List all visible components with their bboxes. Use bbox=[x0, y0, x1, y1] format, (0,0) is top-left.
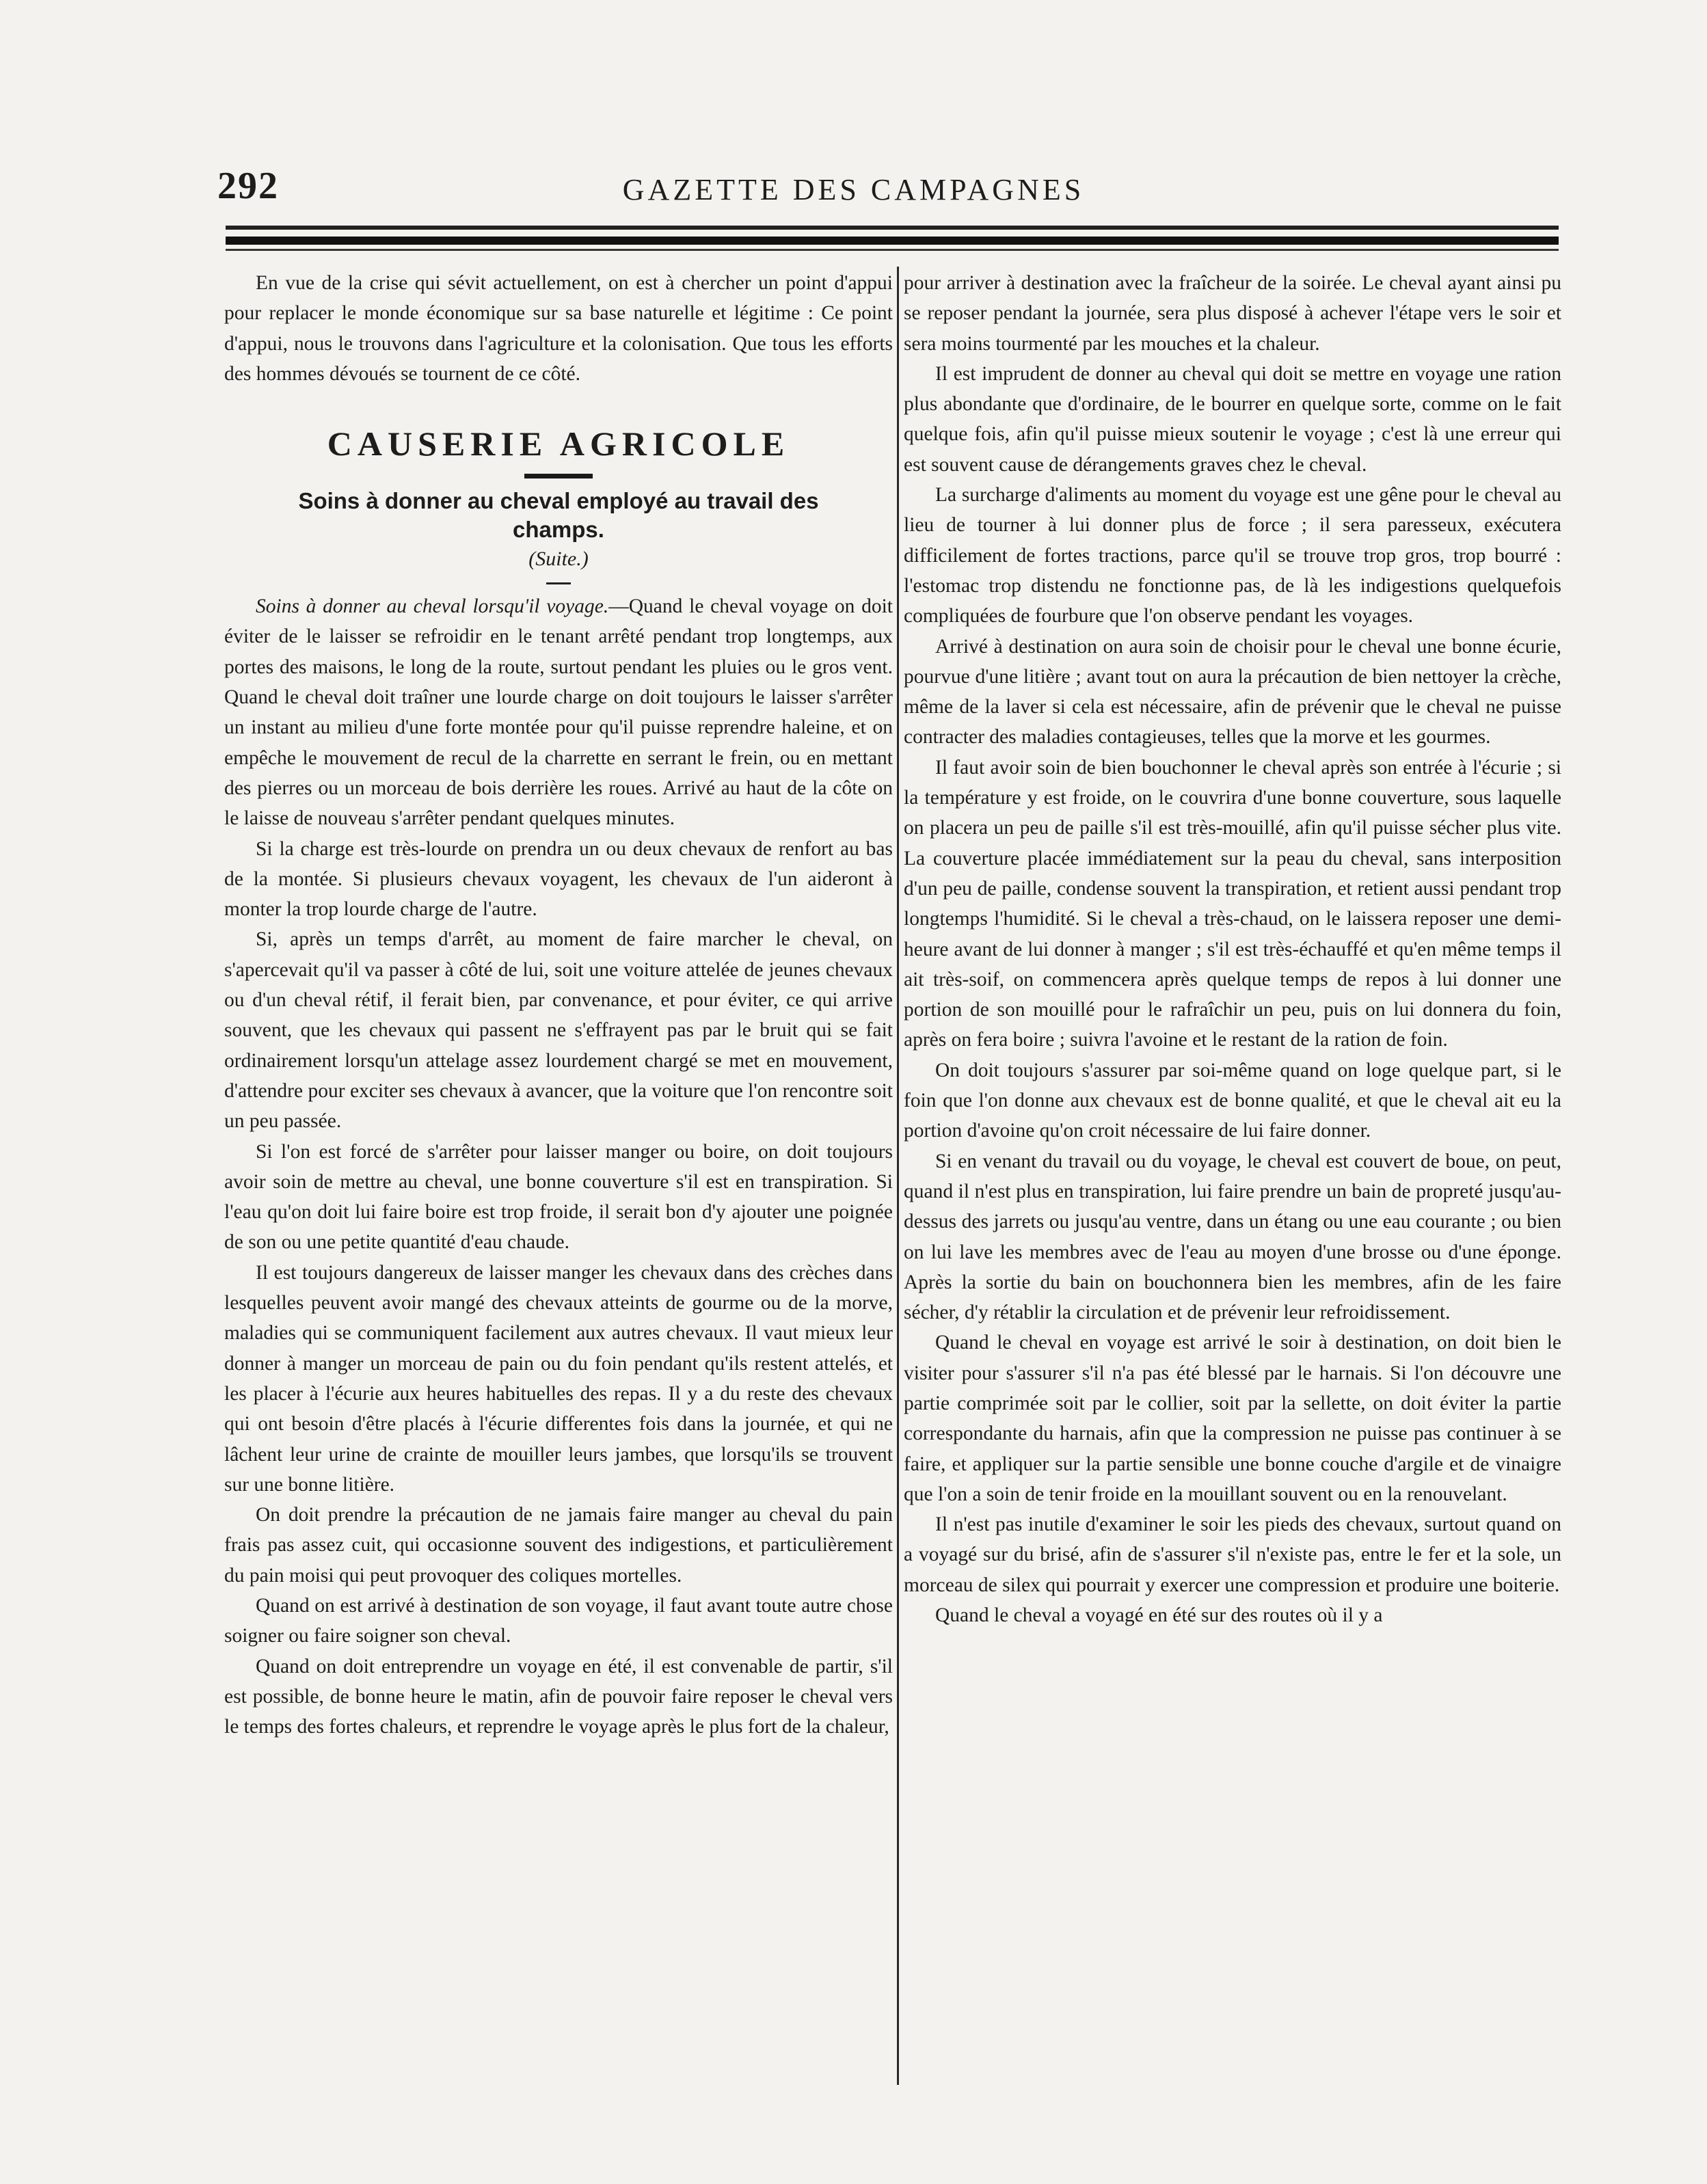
lead-text: —Quand le cheval voyage on doit éviter de le laisser se refroidir en le tenant arrêté pendant trop longtemps, aux portes des maisons, le long de la route, surtout pendant les pluies ou le gros vent. Quand le cheval doit traîner une lourde charge on doit toujours le laisser s'arrêter un instant au milieu d'une forte montée pour qu'il puisse reprendre haleine, et on empêche le mouvement de recul de la charrette en serrant le frein, ou en mettant des pierres ou un morceau de bois derrière les roues. Arrivé au haut de la côte on le laisse de nouveau s'arrêter pendant quelques minutes. bbox=[224, 595, 893, 830]
body-paragraph: Quand le cheval a voyagé en été sur des routes où il y a bbox=[935, 1604, 1383, 1627]
body-paragraph: La surcharge d'aliments au moment du voyage est une gêne pour le cheval au lieu de tourner à lui donner plus de force ; il sera paresseux, exécutera difficilement de fortes tractions, parce qu'il se trouve trop gros, trop bourré : l'estomac trop distendu ne fonctionne pas, de là les indigestions quelquefois compliquées de fourbure que l'on observe pendant les voyages. bbox=[904, 484, 1561, 628]
small-rule bbox=[546, 582, 571, 584]
right-column bbox=[904, 268, 1561, 1630]
body-paragraph: Il est imprudent de donner au cheval qui doit se mettre en voyage une ration plus abondante que d'ordinaire, de le bourrer en quelque sorte, comme on le fait quelque fois, afin qu'il puisse mieux soutenir le voyage ; c'est là une erreur qui est souvent cause de dérangements graves chez le cheval. bbox=[904, 362, 1561, 476]
body-paragraph: Si, après un temps d'arrêt, au moment de faire marcher le cheval, on s'apercevait qu'il va passer à côté de lui, soit une voiture attelée de jeunes chevaux ou d'un cheval rétif, il ferait bien, par convenance, et pour éviter, ce qui arrive souvent, que les chevaux qui passent ne s'effrayent pas par le bruit qui se fait ordinairement lorsqu'un attelage assez lourdement chargé se met en mouvement, d'attendre pour exciter ses chevaux à avancer, que la voiture que l'on rencontre soit un peu passée. bbox=[224, 928, 893, 1133]
body-paragraph bbox=[224, 591, 893, 833]
article-subheading: Soins à donner au cheval employé au travail des champs. bbox=[298, 488, 819, 543]
body-paragraph: Si la charge est très-lourde on prendra un ou deux chevaux de renfort au bas de la montée. Si plusieurs chevaux voyagent, les chevaux de l'un aideront à monter la trop lourde charge de l'autre. bbox=[224, 837, 893, 921]
page-number: 292 bbox=[217, 165, 279, 207]
header-rule bbox=[226, 226, 1559, 230]
running-title: GAZETTE DES CAMPAGNES bbox=[622, 173, 1085, 206]
body-paragraph: Si l'on est forcé de s'arrêter pour laisser manger ou boire, on doit toujours avoir soin de mettre au cheval, une bonne couverture s'il est en transpiration. Si l'eau qu'on doit lui faire boire est trop froide, il serait bon d'y ajouter une poignée de son ou une petite quantité d'eau chaude. bbox=[224, 1140, 893, 1254]
lead-italic: Soins à donner au cheval lorsqu'il voyage. bbox=[256, 595, 609, 618]
body-paragraph: pour arriver à destination avec la fraîcheur de la soirée. Le cheval ayant ainsi pu se reposer pendant la journée, sera plus disposé à achever l'étape vers le soir et sera moins tourmenté par les mouches et la chaleur. bbox=[904, 272, 1561, 355]
left-column bbox=[224, 268, 893, 1742]
title-rule bbox=[524, 474, 593, 478]
body-paragraph: Si en venant du travail ou du voyage, le cheval est couvert de boue, on peut, quand il n'est plus en transpiration, lui faire prendre un bain de propreté jusqu'au-dessus des jarrets ou jusqu'au ventre, dans un étang ou une eau courante ; ou bien on lui lave les membres avec de l'eau au moyen d'une brosse ou d'une éponge. Après la sortie du bain on bouchonnera bien les membres, afin de les faire sécher, d'y rétablir la circulation et de prévenir leur refroidissement. bbox=[904, 1150, 1561, 1324]
header-rule-thick bbox=[226, 237, 1559, 245]
body-paragraph: On doit prendre la précaution de ne jamais faire manger au cheval du pain frais pas assez cuit, qui occasionne souvent des indigestions, et particulièrement du pain moisi qui peut provoquer des coliques mortelles. bbox=[224, 1504, 893, 1587]
continuation-note: (Suite.) bbox=[528, 548, 589, 571]
body-paragraph: Arrivé à destination on aura soin de choisir pour le cheval une bonne écurie, pourvue d'une litière ; avant tout on aura la précaution de bien nettoyer la crèche, même de la laver si cela est nécessaire, afin de prévenir que le cheval ne puisse contracter des maladies contagieuses, telles que la morve et les gourmes. bbox=[904, 635, 1561, 749]
column-divider bbox=[897, 267, 899, 2085]
section-title: CAUSERIE AGRICOLE bbox=[327, 424, 790, 463]
body-paragraph: On doit toujours s'assurer par soi-même quand on loge quelque part, si le foin que l'on donne aux chevaux est de bonne qualité, et que le cheval ait eu la portion d'avoine qu'on croit nécessaire de lui faire donner. bbox=[904, 1059, 1561, 1142]
body-paragraph: Quand le cheval en voyage est arrivé le soir à destination, on doit bien le visiter pour s'assurer s'il n'a pas été blessé par le harnais. Si l'on découvre une partie comprimée soit par le collier, soit par la sellette, on doit éviter la partie correspondante du harnais, afin que la compression ne puisse pas continuer à se faire, et appliquer sur la partie sensible une bonne couche d'argile et de vinaigre que l'on a soin de tenir froide en la mouillant souvent ou en la renouvelant. bbox=[904, 1332, 1561, 1505]
body-paragraph: Quand on est arrivé à destination de son voyage, il faut avant toute autre chose soigner ou faire soigner son cheval. bbox=[224, 1594, 893, 1647]
body-paragraph: Il est toujours dangereux de laisser manger les chevaux dans des crèches dans lesquelles peuvent avoir mangé des chevaux atteints de gourme ou de la morve, maladies qui se communiquent facilement aux autres chevaux. Il vaut mieux leur donner à manger un morceau de pain ou du foin pendant qu'ils restent attelés, et les placer à l'écurie aux heures habituelles des repas. Il y a du reste des chevaux qui ont besoin d'être placés à l'écurie differentes fois dans la journée, et qui ne lâchent leur urine de crainte de mouiller leurs jambes, que lorsqu'ils se trouvent sur une bonne litière. bbox=[224, 1261, 893, 1496]
intro-paragraph: En vue de la crise qui sévit actuellement, on est à chercher un point d'appui pour replacer le monde économique sur sa base naturelle et légitime : Ce point d'appui, nous le trouvons dans l'agriculture et la colonisation. Que tous les efforts des hommes dévoués se tournent de ce côté. bbox=[224, 272, 893, 385]
body-paragraph: Quand on doit entreprendre un voyage en été, il est convenable de partir, s'il est possible, de bonne heure le matin, afin de pouvoir faire reposer le cheval vers le temps des fortes chaleurs, et reprendre le voyage après le plus fort de la chaleur, bbox=[224, 1655, 893, 1738]
body-paragraph: Il n'est pas inutile d'examiner le soir les pieds des chevaux, surtout quand on a voyagé sur du brisé, afin de s'assurer s'il n'existe pas, entre le fer et la sole, un morceau de silex qui pourrait y exercer une compression et produire une boiterie. bbox=[904, 1513, 1561, 1596]
header-rule-thin bbox=[226, 249, 1559, 251]
body-paragraph: Il faut avoir soin de bien bouchonner le cheval après son entrée à l'écurie ; si la température y est froide, on le couvrira d'une bonne couverture, sous laquelle on placera un peu de paille s'il est très-mouillé, afin qu'il puisse sécher plus vite. La couverture placée immédiatement sur la peau du cheval, sans interposition d'un peu de paille, condense souvent la transpiration, et retient aussi pendant trop longtemps l'humidité. Si le cheval a très-chaud, on le laissera reposer une demi-heure avant de lui donner à manger ; s'il est très-échauffé et qu'en même temps il ait très-soif, on commencera après quelque temps de repos à lui donner une portion de son mouillé pour le rafraîchir un peu, puis on lui donnera du foin, après on fera boire ; suivra l'avoine et le restant de la ration de foin. bbox=[904, 756, 1561, 1051]
